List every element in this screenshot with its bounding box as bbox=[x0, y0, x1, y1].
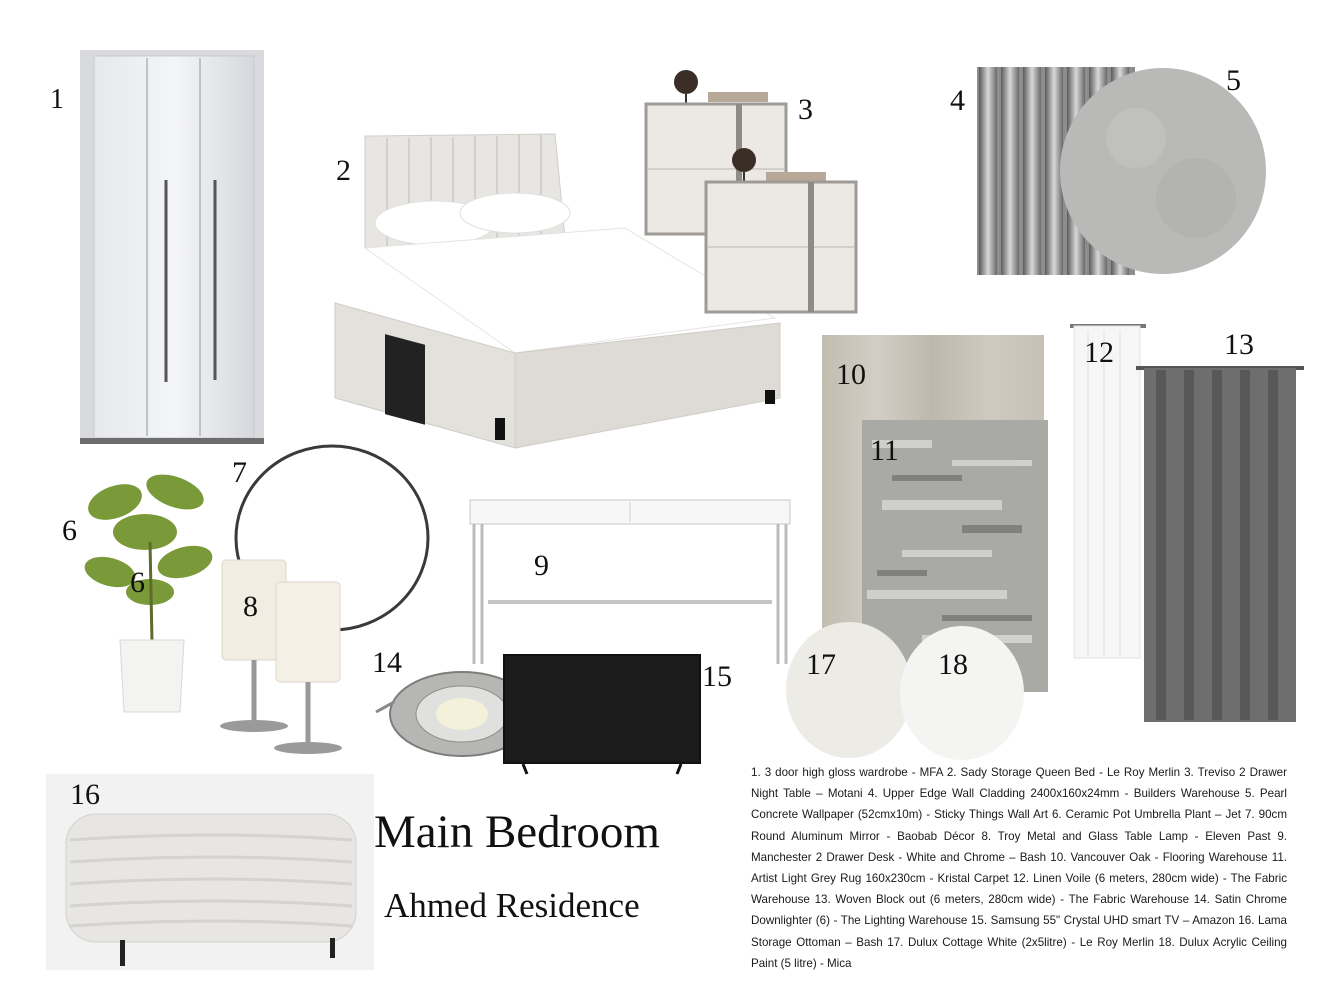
label-12: 12 bbox=[1084, 336, 1114, 369]
label-17: 17 bbox=[806, 648, 836, 681]
board-subtitle: Ahmed Residence bbox=[384, 886, 640, 925]
night-tables-image bbox=[640, 64, 860, 320]
blockout-curtain-image bbox=[1136, 356, 1304, 722]
cottage-white-swatch bbox=[786, 622, 912, 758]
desk-image bbox=[464, 494, 796, 676]
board-title: Main Bedroom bbox=[374, 806, 660, 858]
label-2: 2 bbox=[336, 154, 351, 187]
label-14: 14 bbox=[372, 646, 402, 679]
label-6: 6 bbox=[62, 514, 77, 547]
label-16: 16 bbox=[70, 778, 100, 811]
concrete-wallpaper-swatch bbox=[1056, 64, 1270, 274]
umbrella-plant-image bbox=[80, 462, 220, 714]
label-18: 18 bbox=[938, 648, 968, 681]
label-15: 15 bbox=[702, 660, 732, 693]
label-11: 11 bbox=[870, 434, 899, 467]
label-3: 3 bbox=[798, 93, 813, 126]
label-6b: 6 bbox=[130, 566, 145, 599]
ceiling-paint-swatch bbox=[900, 626, 1024, 760]
label-9: 9 bbox=[534, 549, 549, 582]
label-10: 10 bbox=[836, 358, 866, 391]
label-7: 7 bbox=[232, 456, 247, 489]
label-4: 4 bbox=[950, 84, 965, 117]
label-13: 13 bbox=[1224, 328, 1254, 361]
wardrobe-image bbox=[80, 50, 264, 444]
label-8: 8 bbox=[243, 590, 258, 623]
label-5: 5 bbox=[1226, 64, 1241, 97]
product-legend: 1. 3 door high gloss wardrobe - MFA 2. Sady Storage Queen Bed - Le Roy Merlin 3. Treviso 2 Drawer Night Table – Motani 4. Upper Edge Wall Cladding 2400x160x24mm - Builders Warehouse 5. Pearl Concrete Wallpaper (52cmx10m) - Sticky Things Wall Art 6. Ceramic Pot Umbrella Plant – Jet 7. 90cm Round Aluminum Mirror - Baobab Décor 8. Troy Metal and Glass Table Lamp - Eleven Past 9. Manchester 2 Drawer Desk - White and Chrome – Bash 10. Vancouver Oak - Flooring Warehouse 11. Artist Light Grey Rug 160x230cm - Kristal Carpet 12. Linen Voile (6 meters, 280cm wide) - The Fabric Warehouse 13. Woven Block out (6 meters, 280cm wide) - The Fabric Warehouse 14. Satin Chrome Downlighter (6) - The Lighting Warehouse 15. Samsung 55" Crystal UHD smart TV – Amazon 16. Lama Storage Ottoman – Bash 17. Dulux Cottage White (2x5litre) - Le Roy Merlin 18. Dulux Acrylic Ceiling Paint (5 litre) - Mica bbox=[751, 766, 1287, 970]
smart-tv-image bbox=[503, 654, 701, 774]
label-1: 1 bbox=[50, 84, 64, 115]
table-lamps-image bbox=[216, 558, 352, 758]
